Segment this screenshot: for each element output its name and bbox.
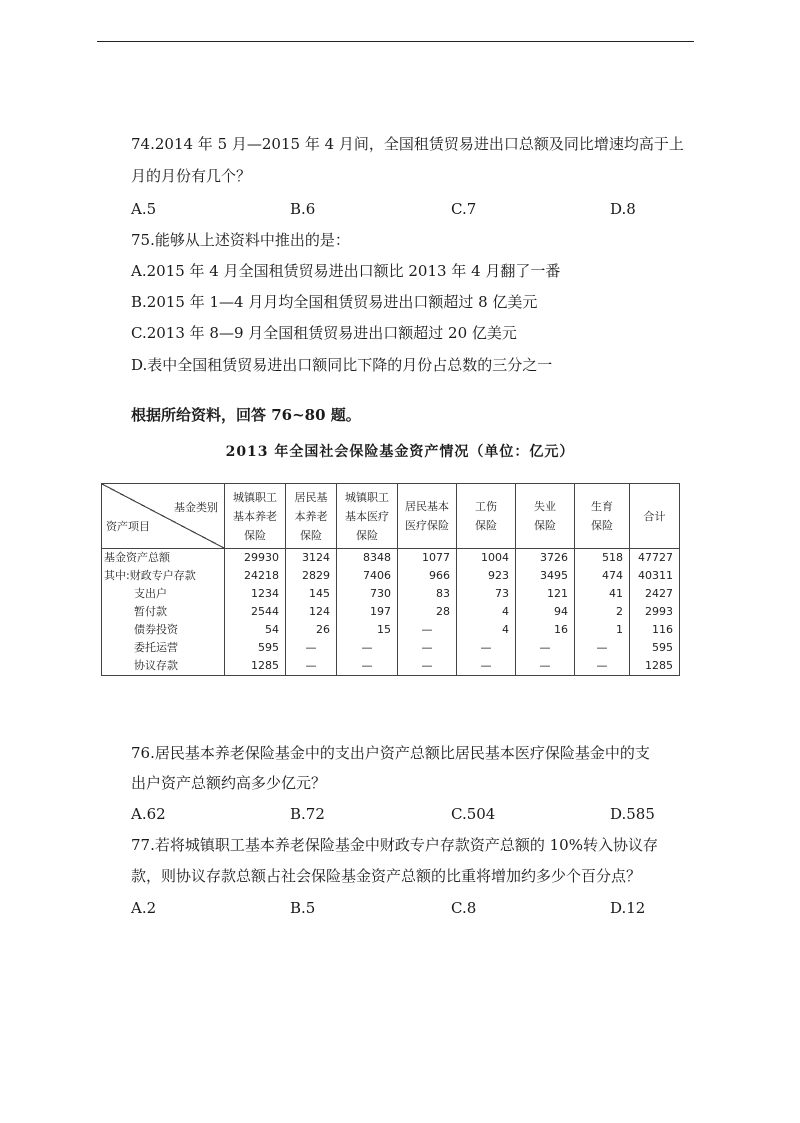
table-cell: — [286,639,337,657]
q77-option-a: A.2 [131,899,157,917]
table-cell: — [337,657,398,676]
table-cell: 1004 [457,549,516,568]
table-cell: 923 [457,567,516,585]
table-row [102,549,680,568]
q76-option-a: A.62 [131,805,166,823]
table-cell: 2829 [286,567,337,585]
table-row [102,603,680,621]
column-header: 合计 [630,484,680,549]
table-cell: — [575,657,630,676]
q75-option-b: B.2015 年 1—4 月月均全国租赁贸易进出口额超过 8 亿美元 [131,293,538,311]
table-cell: 197 [337,603,398,621]
table-cell: 47727 [630,549,680,568]
table-cell: 1077 [398,549,457,568]
q75-stem: 75.能够从上述资料中推出的是： [131,231,350,249]
table-cell: — [398,621,457,639]
table-cell: 4 [457,621,516,639]
table-cell: 1234 [225,585,286,603]
q77-option-d: D.12 [610,899,646,917]
column-header: 城镇职工 基本养老 保险 [225,484,286,549]
q77-option-b: B.5 [290,899,316,917]
table-cell: 2 [575,603,630,621]
table-corner-cell [102,484,225,549]
row-label: 债券投资 [102,621,225,639]
table-cell: 595 [225,639,286,657]
table-cell: 3124 [286,549,337,568]
column-header: 居民基 本养老 保险 [286,484,337,549]
table-cell: 7406 [337,567,398,585]
row-label: 暂付款 [102,603,225,621]
table-cell: 2993 [630,603,680,621]
row-label: 其中:财政专户存款 [102,567,225,585]
table-cell: — [337,639,398,657]
corner-label-item: 资产项目 [106,520,150,533]
table-cell: 54 [225,621,286,639]
table-cell: — [516,639,575,657]
table-row [102,621,680,639]
table-cell: 24218 [225,567,286,585]
table-cell: 40311 [630,567,680,585]
q76-option-b: B.72 [290,805,325,823]
column-header: 失业 保险 [516,484,575,549]
table-cell: — [457,639,516,657]
table-cell: 2427 [630,585,680,603]
table-cell: 1285 [225,657,286,676]
q77-option-c: C.8 [451,899,477,917]
q76-option-c: C.504 [451,805,496,823]
table-row [102,585,680,603]
table-cell: 2544 [225,603,286,621]
table-cell: — [516,657,575,676]
row-label: 支出户 [102,585,225,603]
column-header: 居民基本 医疗保险 [398,484,457,549]
table-cell: 3495 [516,567,575,585]
q76-stem-line1: 76.居民基本养老保险基金中的支出户资产总额比居民基本医疗保险基金中的支 [131,744,650,762]
q75-option-d: D.表中全国租赁贸易进出口额同比下降的月份占总数的三分之一 [131,356,553,374]
table-cell: 73 [457,585,516,603]
table-cell: 3726 [516,549,575,568]
table-cell: — [286,657,337,676]
table-row [102,567,680,585]
table-row [102,657,680,676]
row-label: 委托运营 [102,639,225,657]
table-cell: — [398,639,457,657]
table-cell: 83 [398,585,457,603]
table-cell: 41 [575,585,630,603]
table-title: 2013 年全国社会保险基金资产情况（单位：亿元） [225,444,575,460]
table-cell: 116 [630,621,680,639]
insurance-fund-table [101,483,680,676]
table-cell: 8348 [337,549,398,568]
header-rule [97,41,694,42]
q77-stem-line1: 77.若将城镇职工基本养老保险基金中财政专户存款资产总额的 10%转入协议存 [131,836,658,854]
table-cell: 26 [286,621,337,639]
q74-option-c: C.7 [451,200,477,218]
table-cell: 730 [337,585,398,603]
table-cell: 1 [575,621,630,639]
table-cell: — [398,657,457,676]
section-heading: 根据所给资料，回答 76~80 题。 [131,406,361,424]
table-cell: — [575,639,630,657]
table-cell: 518 [575,549,630,568]
q74-stem-line1: 74.2014 年 5 月—2015 年 4 月间，全国租赁贸易进出口总额及同比增速均高于上 [131,135,684,153]
table-row [102,639,680,657]
table-cell: 16 [516,621,575,639]
corner-label-category: 基金类别 [174,501,218,514]
row-label: 基金资产总额 [102,549,225,568]
table-cell: 1285 [630,657,680,676]
q77-stem-line2: 款，则协议存款总额占社会保险基金资产总额的比重将增加约多少个百分点？ [131,867,642,885]
table-cell: 145 [286,585,337,603]
table-cell: 124 [286,603,337,621]
column-header: 生育 保险 [575,484,630,549]
q74-option-a: A.5 [131,200,157,218]
q76-option-d: D.585 [610,805,655,823]
table-cell: 966 [398,567,457,585]
q75-option-c: C.2013 年 8—9 月全国租赁贸易进出口额超过 20 亿美元 [131,324,517,342]
table-cell: 595 [630,639,680,657]
q74-stem-line2: 月的月份有几个？ [131,167,252,185]
table-cell: 94 [516,603,575,621]
table-cell: 28 [398,603,457,621]
q75-option-a: A.2015 年 4 月全国租赁贸易进出口额比 2013 年 4 月翻了一番 [131,262,561,280]
table-cell: 29930 [225,549,286,568]
table-cell: 121 [516,585,575,603]
table-cell: 474 [575,567,630,585]
table-header-row [102,484,680,549]
table-cell: 15 [337,621,398,639]
q74-option-d: D.8 [610,200,636,218]
q76-stem-line2: 出户资产总额约高多少亿元？ [131,774,327,792]
row-label: 协议存款 [102,657,225,676]
column-header: 城镇职工 基本医疗 保险 [337,484,398,549]
column-header: 工伤 保险 [457,484,516,549]
table-cell: — [457,657,516,676]
table-cell: 4 [457,603,516,621]
q74-option-b: B.6 [290,200,316,218]
